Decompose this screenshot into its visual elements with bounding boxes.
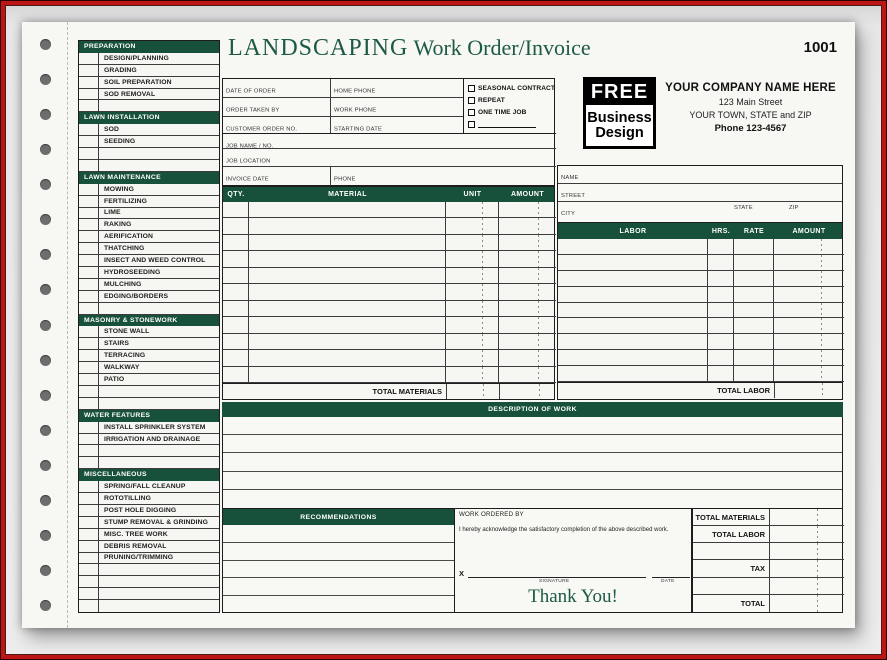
table-row[interactable] [558,303,844,319]
section-label: WATER FEATURES [84,411,151,419]
signature-label: SIGNATURE [539,579,570,584]
field-phone[interactable] [331,167,556,187]
total-labor-summary-row [693,526,844,543]
checkbox-cell[interactable] [79,243,99,254]
checklist-row-blank[interactable] [79,600,219,612]
item-label: THATCHING [104,245,145,253]
checklist-row-blank[interactable] [79,588,219,600]
signature-line[interactable] [468,577,646,578]
row-label [693,578,769,594]
section-header-water-features [79,410,219,422]
total-materials-label: TOTAL MATERIALS [372,387,442,396]
table-row[interactable] [558,255,844,271]
checklist-row [79,541,219,553]
checkbox-icon[interactable] [468,85,475,92]
checkbox-cell[interactable] [79,445,99,456]
checkbox-cell[interactable] [79,231,99,242]
checklist-row [79,77,219,89]
section-label: LAWN MAINTENANCE [84,173,161,181]
section-header-lawn-maintenance [79,172,219,184]
title-work-order-invoice: Work Order/Invoice [408,35,591,60]
checklist-row-blank[interactable] [79,457,219,469]
item-label: GRADING [104,66,137,74]
item-label: FERTILIZING [104,197,148,205]
checkbox-cell[interactable] [79,219,99,230]
checkbox-cell[interactable] [79,398,99,409]
checklist-row [79,267,219,279]
item-label: SEEDING [104,138,136,146]
section-label: PREPARATION [84,42,136,50]
checkbox-cell[interactable] [79,255,99,266]
signature-row [459,569,687,583]
order-info-table [222,78,555,186]
field-home-phone[interactable] [331,79,463,98]
checkbox-cell[interactable] [79,196,99,207]
field-customer-order-no[interactable] [223,117,331,133]
item-label: PRUNING/TRIMMING [104,554,174,562]
total-labor-amount-cell[interactable] [774,383,844,398]
table-row[interactable] [223,334,556,350]
checklist-row [79,196,219,208]
work-order-form [78,35,843,613]
option-repeat[interactable] [468,94,556,106]
checkbox-cell[interactable] [79,493,99,504]
company-phone: Phone 123-4567 [714,123,787,134]
item-label: SOIL PREPARATION [104,78,172,86]
field-label: DATE OF ORDER [226,88,276,94]
table-row[interactable] [558,350,844,366]
table-row[interactable] [558,366,844,382]
table-row[interactable] [223,251,556,267]
col-rate: RATE [743,227,765,235]
field-label: WORK PHONE [334,107,377,113]
punch-hole [40,425,51,436]
amount-cell[interactable] [769,578,844,594]
tractor-feed-strip [22,22,68,628]
punch-hole [40,214,51,225]
write-line[interactable] [223,453,842,471]
item-label: WALKWAY [104,364,140,372]
punch-hole [40,284,51,295]
item-label: EDGING/BORDERS [104,292,169,300]
item-label: DEBRIS REMOVAL [104,542,167,550]
section-header-lawn-installation [79,112,219,124]
punch-hole [40,355,51,366]
row-label: TOTAL MATERIALS [695,512,765,522]
field-label: CUSTOMER ORDER NO. [226,126,298,132]
section-label: MISCELLANEOUS [84,471,147,479]
item-label: POST HOLE DIGGING [104,506,177,514]
checklist-row [79,338,219,350]
checkbox-cell[interactable] [79,541,99,552]
item-label: LIME [104,209,121,217]
field-invoice-date[interactable] [223,167,331,187]
checklist-row [79,553,219,565]
recommendations-area[interactable] [223,525,454,614]
description-of-work-area[interactable] [222,417,843,508]
checklist-row [79,89,219,101]
write-line[interactable] [223,417,842,435]
table-row[interactable] [223,350,556,366]
labor-header-row [558,223,842,239]
checkbox-cell[interactable] [79,279,99,290]
checkbox-cell[interactable] [79,338,99,349]
amount-cell[interactable] [769,543,844,559]
checkbox-cell[interactable] [79,53,99,64]
option-label: REPEAT [478,96,505,104]
checklist-row [79,434,219,446]
table-row[interactable] [223,301,556,317]
checklist-row-blank[interactable] [79,100,219,112]
amount-cell[interactable] [769,595,844,612]
section-label: MASONRY & STONEWORK [84,316,178,324]
checkbox-cell[interactable] [79,148,99,159]
checkbox-cell[interactable] [79,184,99,195]
checkbox-cell[interactable] [79,362,99,373]
page-title [228,35,591,62]
field-street[interactable] [558,184,842,202]
checkbox-cell[interactable] [79,89,99,100]
amount-cell[interactable] [769,526,844,542]
checklist-row [79,374,219,386]
table-row[interactable] [558,334,844,350]
checkbox-cell[interactable] [79,457,99,468]
checkbox-cell[interactable] [79,208,99,219]
table-row[interactable] [558,271,844,287]
checklist-row [79,184,219,196]
checklist-row [79,505,219,517]
checklist-row [79,243,219,255]
write-line[interactable] [223,578,454,596]
field-label: STARTING DATE [334,126,383,132]
table-row[interactable] [223,202,556,218]
item-label: INSECT AND WEED CONTROL [104,257,206,265]
materials-header-row [223,187,554,202]
option-label: SEASONAL CONTRACT [478,84,556,92]
checklist-row [79,517,219,529]
checkbox-cell[interactable] [79,588,99,599]
work-ordered-by-label: WORK ORDERED BY [459,511,524,518]
labor-table [557,222,843,400]
checklist-row [79,231,219,243]
item-label: TERRACING [104,352,146,360]
total-labor-row [558,382,842,398]
field-label-zip: ZIP [789,205,799,211]
field-city-state-zip[interactable] [558,202,842,223]
tax-row [693,560,844,577]
item-label: AERIFICATION [104,233,154,241]
checkbox-cell[interactable] [79,100,99,111]
checkbox-cell[interactable] [79,517,99,528]
item-label: MISC. TREE WORK [104,530,168,538]
materials-rows [223,202,554,383]
punch-hole [40,74,51,85]
col-amount: AMOUNT [792,227,826,235]
field-label-city: CITY [561,211,576,217]
total-materials-summary-row [693,509,844,526]
checklist-row [79,529,219,541]
table-row[interactable] [223,235,556,251]
checkbox-cell[interactable] [79,564,99,575]
item-label: RAKING [104,221,132,229]
checklist-row-blank[interactable] [79,303,219,315]
checkbox-cell[interactable] [79,386,99,397]
punch-hole [40,249,51,260]
option-other[interactable] [468,118,556,130]
option-seasonal-contract[interactable] [468,82,556,94]
checklist-row-blank[interactable] [79,576,219,588]
amount-cell[interactable] [769,560,844,576]
logo-business-text: Business [587,109,652,126]
company-name: YOUR COMPANY NAME HERE [665,82,836,94]
item-label: MOWING [104,185,135,193]
checkbox-cell[interactable] [79,529,99,540]
acknowledgement-text: I hereby acknowledge the satisfactory completion of the above described work. [459,527,669,533]
write-line[interactable] [223,490,842,508]
write-line[interactable] [223,472,842,490]
checkbox-cell[interactable] [79,505,99,516]
work-ordered-block [455,508,692,613]
company-city-state-zip: YOUR TOWN, STATE and ZIP [689,110,812,120]
title-landscaping: LANDSCAPING [228,35,409,61]
item-label: SOD REMOVAL [104,90,156,98]
checkbox-cell[interactable] [79,65,99,76]
field-job-name-no[interactable] [223,133,556,148]
checklist-row [79,255,219,267]
checklist-row [79,350,219,362]
field-label: PHONE [334,176,356,182]
section-header-masonry [79,315,219,327]
field-label: HOME PHONE [334,88,376,94]
labor-rows [558,239,842,382]
punch-hole [40,179,51,190]
checklist-row [79,493,219,505]
service-checklist [78,40,220,613]
materials-table [222,186,555,400]
recommendations-block [222,508,455,613]
checkbox-cell[interactable] [79,77,99,88]
punch-hole [40,530,51,541]
item-label: STUMP REMOVAL & GRINDING [104,518,208,526]
punch-hole [40,390,51,401]
checklist-row [79,65,219,77]
invoice-paper [22,22,855,628]
checklist-row-blank[interactable] [79,564,219,576]
checkbox-cell[interactable] [79,326,99,337]
option-label: ONE TIME JOB [478,108,527,116]
write-line[interactable] [223,596,454,614]
punch-hole [40,460,51,471]
checkbox-cell[interactable] [79,303,99,314]
col-material: MATERIAL [328,191,367,198]
item-label: STAIRS [104,340,130,348]
table-row[interactable] [558,287,844,303]
checklist-row-blank[interactable] [79,386,219,398]
checklist-row [79,422,219,434]
table-row[interactable] [223,367,556,383]
checkbox-cell[interactable] [79,124,99,135]
checkbox-cell[interactable] [79,576,99,587]
item-label: STONE WALL [104,328,150,336]
field-label-state: STATE [734,205,753,211]
table-row[interactable] [558,318,844,334]
row-label [693,543,769,559]
item-label: MULCHING [104,280,142,288]
punch-hole [40,565,51,576]
field-label: INVOICE DATE [226,176,269,182]
checkbox-icon[interactable] [468,97,475,104]
logo-free-text: FREE [586,80,653,105]
checklist-row-blank[interactable] [79,398,219,410]
section-header-preparation [79,41,219,53]
field-label: JOB NAME / NO. [226,143,274,149]
logo-design-text: Design [595,124,644,141]
free-business-design-logo [583,77,656,149]
company-block [658,82,843,134]
blank-summary-row [693,578,844,595]
checkbox-cell[interactable] [79,481,99,492]
item-label: PATIO [104,376,125,384]
item-label: SPRING/FALL CLEANUP [104,483,186,491]
checklist-row [79,362,219,374]
write-line[interactable] [223,525,454,543]
col-unit: UNIT [463,191,482,198]
total-labor-label: TOTAL LABOR [717,386,770,395]
row-label: TOTAL [740,598,765,608]
total-materials-amount-cell[interactable] [499,384,556,399]
checkbox-cell[interactable] [79,434,99,445]
option-one-time-job[interactable] [468,106,556,118]
checklist-row [79,481,219,493]
table-row[interactable] [223,218,556,234]
col-hrs: HRS. [711,227,731,235]
checklist-row [79,136,219,148]
field-work-phone[interactable] [331,98,463,117]
item-label: HYDROSEEDING [104,268,161,276]
checklist-row-blank[interactable] [79,160,219,172]
checklist-row [79,208,219,220]
contract-type-panel [463,79,556,133]
punch-hole [40,39,51,50]
table-row[interactable] [223,317,556,333]
field-label: STREET [561,193,586,199]
section-header-miscellaneous [79,469,219,481]
total-materials-row [223,383,554,399]
checkbox-cell[interactable] [79,600,99,612]
section-label: LAWN INSTALLATION [84,114,160,122]
field-date-of-order[interactable] [223,79,331,98]
field-starting-date[interactable] [331,117,463,133]
date-line[interactable] [652,577,690,578]
field-label: JOB LOCATION [226,158,271,164]
checklist-row-blank[interactable] [79,148,219,160]
field-job-location[interactable] [223,148,556,166]
customer-block [557,165,843,222]
x-mark: X [459,569,465,578]
checkbox-icon[interactable] [468,121,475,128]
amount-cell[interactable] [769,509,844,525]
write-in-line[interactable] [478,121,536,128]
checklist-row [79,279,219,291]
checkbox-cell[interactable] [79,374,99,385]
field-name[interactable] [558,166,842,184]
total-materials-unit-cell[interactable] [446,384,499,399]
col-qty: QTY. [227,191,245,198]
table-row[interactable] [223,268,556,284]
grand-total-row [693,595,844,612]
recommendations-header: RECOMMENDATIONS [223,509,454,525]
col-labor: LABOR [619,227,647,235]
punch-hole [40,495,51,506]
checkbox-cell[interactable] [79,160,99,171]
punch-hole [40,144,51,155]
table-row[interactable] [223,284,556,300]
checklist-row [79,124,219,136]
col-amount: AMOUNT [510,191,545,198]
company-street: 123 Main Street [718,97,783,107]
punch-hole [40,320,51,331]
punch-hole [40,109,51,120]
checkbox-cell[interactable] [79,422,99,433]
checkbox-cell[interactable] [79,267,99,278]
date-label: DATE [661,579,675,584]
checkbox-cell[interactable] [79,291,99,302]
field-label: NAME [561,175,579,181]
write-line[interactable] [223,435,842,453]
item-label: DESIGN/PLANNING [104,54,169,62]
row-label: TOTAL LABOR [712,529,765,539]
thank-you-text: Thank You! [528,586,618,607]
checklist-row [79,326,219,338]
checkbox-cell[interactable] [79,136,99,147]
item-label: SOD [104,126,120,134]
checklist-row-blank[interactable] [79,445,219,457]
write-line[interactable] [223,561,454,579]
checklist-row [79,53,219,65]
write-line[interactable] [223,543,454,561]
description-of-work-header: DESCRIPTION OF WORK [222,402,843,417]
row-label: TAX [750,564,765,574]
blank-summary-row [693,543,844,560]
field-order-taken-by[interactable] [223,98,331,117]
checkbox-cell[interactable] [79,553,99,564]
form-number: 1001 [803,39,837,56]
table-row[interactable] [558,239,844,255]
checkbox-icon[interactable] [468,109,475,116]
field-label: ORDER TAKEN BY [226,107,280,113]
punch-hole [40,600,51,611]
item-label: ROTOTILLING [104,494,152,502]
checklist-row [79,291,219,303]
checkbox-cell[interactable] [79,350,99,361]
item-label: INSTALL SPRINKLER SYSTEM [104,423,206,431]
totals-table [692,508,843,613]
checklist-row [79,219,219,231]
item-label: IRRIGATION AND DRAINAGE [104,435,201,443]
